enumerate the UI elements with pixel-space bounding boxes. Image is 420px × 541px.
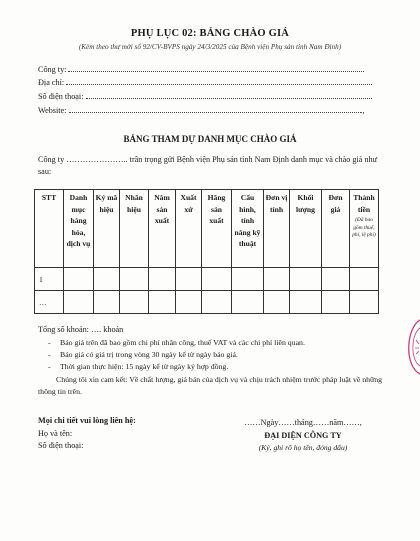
terms-list bbox=[46, 337, 386, 373]
intro-prefix: Công ty ………………….. bbox=[38, 155, 128, 164]
header-manufacturer: Hãng sản xuất bbox=[202, 190, 232, 268]
header-item: Danh mục hàng hóa, dịch vụ bbox=[64, 190, 94, 268]
table-cell bbox=[149, 268, 176, 291]
header-unit: Đơn vị tính bbox=[264, 190, 290, 268]
list-item: - Thời gian thực hiện: 15 ngày kể từ ngày ký hợp đồng. bbox=[46, 361, 386, 373]
header-unit-price: Đơn giá bbox=[322, 190, 350, 268]
address-dotted-line bbox=[66, 76, 372, 85]
table-cell bbox=[202, 291, 232, 314]
table-cell bbox=[176, 268, 202, 291]
table-row bbox=[35, 268, 379, 291]
website-dotted-line bbox=[69, 104, 361, 113]
signature-hint: (Ký, ghi rõ họ tên, đóng dấu) bbox=[258, 443, 348, 452]
company-label: Công ty: bbox=[38, 65, 67, 74]
page-title: PHỤ LỤC 02: BẢNG CHÀO GIÁ bbox=[130, 28, 290, 39]
stamp-mark-icon bbox=[398, 318, 420, 376]
table-row bbox=[35, 291, 379, 314]
table-cell bbox=[176, 291, 202, 314]
commitment-paragraph: Chúng tôi xin cam kết: Về chất lượng, giá bán của dịch vụ và chịu trách nhiệm trước pháp luật về những thông tin trên. bbox=[38, 375, 383, 396]
list-item: - Báo giá có giá trị trong vòng 30 ngày kể từ ngày báo giá. bbox=[46, 349, 386, 361]
intro-paragraph bbox=[38, 154, 383, 178]
table-cell bbox=[232, 268, 264, 291]
header-quantity: Khối lượng bbox=[290, 190, 322, 268]
address-label: Địa chỉ: bbox=[38, 78, 65, 87]
table-cell bbox=[322, 291, 350, 314]
table-cell bbox=[94, 268, 120, 291]
table-cell bbox=[264, 291, 290, 314]
contact-name-label: Họ và tên: bbox=[38, 428, 73, 438]
list-item: - Báo giá trên đã bao gồm chi phí nhân công, thuế VAT và các chi phí liên quan. bbox=[46, 337, 386, 349]
table-cell bbox=[64, 291, 94, 314]
table-cell bbox=[94, 291, 120, 314]
header-total-label: Thành tiền bbox=[353, 193, 375, 214]
table-cell bbox=[120, 291, 149, 314]
header-total-note: (Đã bao gồm thuế, phí, lệ phí) bbox=[352, 217, 376, 238]
company-dotted-line bbox=[68, 63, 364, 72]
table-cell bbox=[64, 268, 94, 291]
header-total bbox=[350, 190, 379, 268]
phone-field bbox=[38, 90, 372, 101]
table-cell bbox=[120, 268, 149, 291]
section-title: BẢNG THAM DỰ DANH MỤC CHÀO GIÁ bbox=[123, 134, 297, 144]
contact-block bbox=[38, 415, 136, 453]
table-cell: … bbox=[35, 291, 64, 314]
table-cell bbox=[232, 291, 264, 314]
company-field bbox=[38, 63, 364, 74]
total-items: Tổng số khoản: …. khoản bbox=[38, 325, 124, 334]
table-cell bbox=[290, 268, 322, 291]
phone-dotted-line bbox=[86, 90, 372, 99]
intro-text: trân trọng gửi Bệnh viện Phụ sản tỉnh Nam Định danh mục và chào giá như sau: bbox=[38, 155, 378, 176]
website-label: Website: bbox=[38, 106, 67, 115]
contact-heading: Mọi chi tiết vui lòng liên hệ: bbox=[38, 416, 136, 425]
contact-phone-label: Số điện thoại: bbox=[38, 441, 84, 450]
table-cell bbox=[350, 268, 379, 291]
header-code: Ký mã hiệu bbox=[94, 190, 120, 268]
signature-block bbox=[214, 417, 392, 455]
table-cell bbox=[202, 268, 232, 291]
header-origin: Xuất xứ bbox=[176, 190, 202, 268]
header-brand: Nhãn hiệu bbox=[120, 190, 149, 268]
table-cell bbox=[264, 268, 290, 291]
page-subtitle: (Kèm theo thư mời số 92/CV-BVPS ngày 24/3/2025 của Bệnh viện Phụ sản tỉnh Nam Định) bbox=[78, 43, 342, 51]
table-header-row bbox=[35, 190, 379, 268]
table-cell bbox=[350, 291, 379, 314]
header-stt: STT bbox=[35, 190, 64, 268]
signature-date-line: ……Ngày……tháng……năm……, bbox=[244, 418, 362, 427]
phone-label: Số điện thoại: bbox=[38, 92, 84, 101]
address-field bbox=[38, 76, 372, 87]
website-field bbox=[38, 104, 365, 115]
table-cell: 1 bbox=[35, 268, 64, 291]
quotation-table bbox=[34, 189, 379, 314]
table-cell bbox=[290, 291, 322, 314]
signature-role: ĐẠI DIỆN CÔNG TY bbox=[264, 430, 342, 440]
header-year: Năm sản xuất bbox=[149, 190, 176, 268]
table-cell bbox=[322, 268, 350, 291]
header-specs: Cấu hình, tính năng kỹ thuật bbox=[232, 190, 264, 268]
website-tail: ., bbox=[360, 106, 365, 115]
table-cell bbox=[149, 291, 176, 314]
